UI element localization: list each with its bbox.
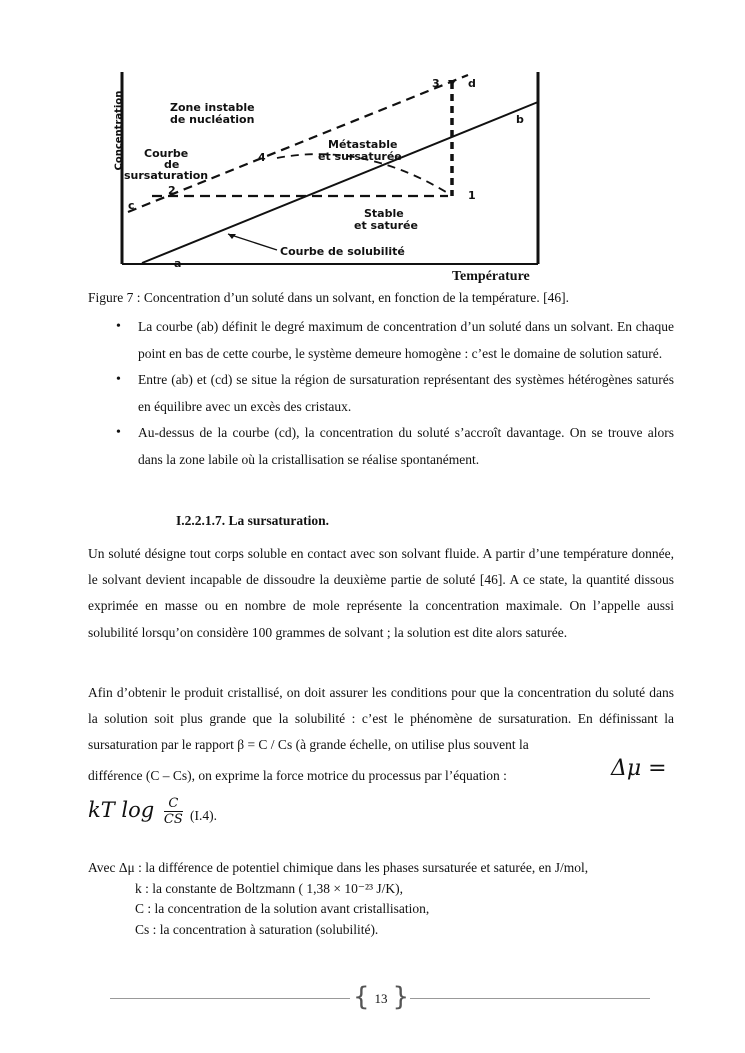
equation-main	[88, 796, 183, 827]
footer-rule-right	[410, 998, 650, 999]
label-de: de	[164, 158, 180, 171]
supersaturation-curve-cd	[128, 75, 468, 212]
solubility-arrow	[228, 234, 277, 250]
equation-numerator: C	[164, 796, 183, 812]
equation-reference: (I.4).	[190, 808, 217, 823]
definition-c: C : la concentration de la solution avant cristallisation,	[135, 901, 430, 916]
figure-caption: Figure 7 : Concentration d’un soluté dans un solvant, en fonction de la température. [46].	[88, 290, 570, 305]
list-item: • La courbe (ab) définit le degré maximum de concentration d’un soluté dans un solvant. En chaque point en bas de cette courbe, le système demeure homogène : c’est le domaine de solution saturé.	[88, 314, 674, 367]
footer-rule-left	[110, 998, 350, 999]
label-courbe: Courbe	[144, 147, 189, 160]
definition-cs: Cs : la concentration à saturation (solubilité).	[135, 921, 379, 937]
bullet-list	[88, 314, 674, 473]
label-zone-instable: Zone instable	[170, 101, 255, 114]
label-d: d	[468, 77, 476, 90]
label-nucleation: de nucléation	[170, 113, 255, 126]
label-b: b	[516, 113, 524, 126]
list-item: • Entre (ab) et (cd) se situe la région de sursaturation représentant des systèmes hétérogènes saturés en équilibre avec un excès des cristaux.	[88, 367, 674, 420]
list-item: • Au-dessus de la courbe (cd), la concentration du soluté s’accroît davantage. On se trouve alors dans la zone labile où la cristallisation se réalise spontanément.	[88, 420, 674, 473]
label-c: c	[128, 199, 135, 212]
label-metastable: Métastable	[328, 138, 398, 151]
section-heading: I.2.2.1.7. La sursaturation.	[176, 513, 330, 528]
paragraph-1: Un soluté désigne tout corps soluble en contact avec son solvant fluide. A partir d’une température donnée, le solvant devient incapable de dissoudre la deuxième partie de soluté [46]. A ce state, la quantité dissous exprimée en masse ou en nombre de mole représente la concentration maximale. On l’appelle aussi solubilité lorsqu’on considère 100 grammes de solvant ; la solution est dite alors saturée.	[88, 546, 674, 640]
label-et-sursaturee: et sursaturée	[318, 150, 402, 163]
page-number: { 13 }	[353, 986, 409, 1012]
label-point-3: 3	[432, 77, 440, 90]
equation-lead-text: différence (C – Cs), on exprime la force motrice du processus par l’équation :	[88, 768, 507, 783]
x-axis-label: Température	[452, 269, 530, 284]
equation-kt-log: kT log	[88, 798, 155, 822]
label-point-4: 4	[258, 151, 266, 164]
label-stable: Stable	[364, 207, 404, 220]
definition-delta-mu: Avec Δμ : la différence de potentiel chimique dans les phases sursaturée et saturée, en J/mol,	[88, 860, 589, 875]
label-a: a	[174, 257, 182, 270]
concentration-figure	[92, 72, 552, 272]
paragraph-2: Afin d’obtenir le produit cristallisé, on doit assurer les conditions pour que la concentration du soluté dans la solution soit plus grande que la solubilité : c’est le phénomène de sursaturation. En définissant la sursaturation par le rapport β = C / Cs (à grande échelle, on utilise plus souvent la	[88, 685, 674, 753]
equation-delta-mu: Δμ =	[611, 756, 667, 781]
label-point-2: 2	[168, 184, 176, 197]
label-courbe-solubilite: Courbe de solubilité	[280, 245, 405, 258]
equation-denominator: CS	[163, 812, 183, 827]
equation-fraction	[164, 796, 183, 827]
y-axis-label: Concentration	[113, 90, 125, 171]
label-point-1: 1	[468, 189, 476, 202]
variable-definitions	[88, 858, 588, 940]
label-sursaturation: sursaturation	[124, 169, 209, 182]
label-et-saturee: et saturée	[354, 219, 418, 232]
definition-k: k : la constante de Boltzmann ( 1,38 × 10⁻²³ J/K),	[135, 880, 404, 896]
